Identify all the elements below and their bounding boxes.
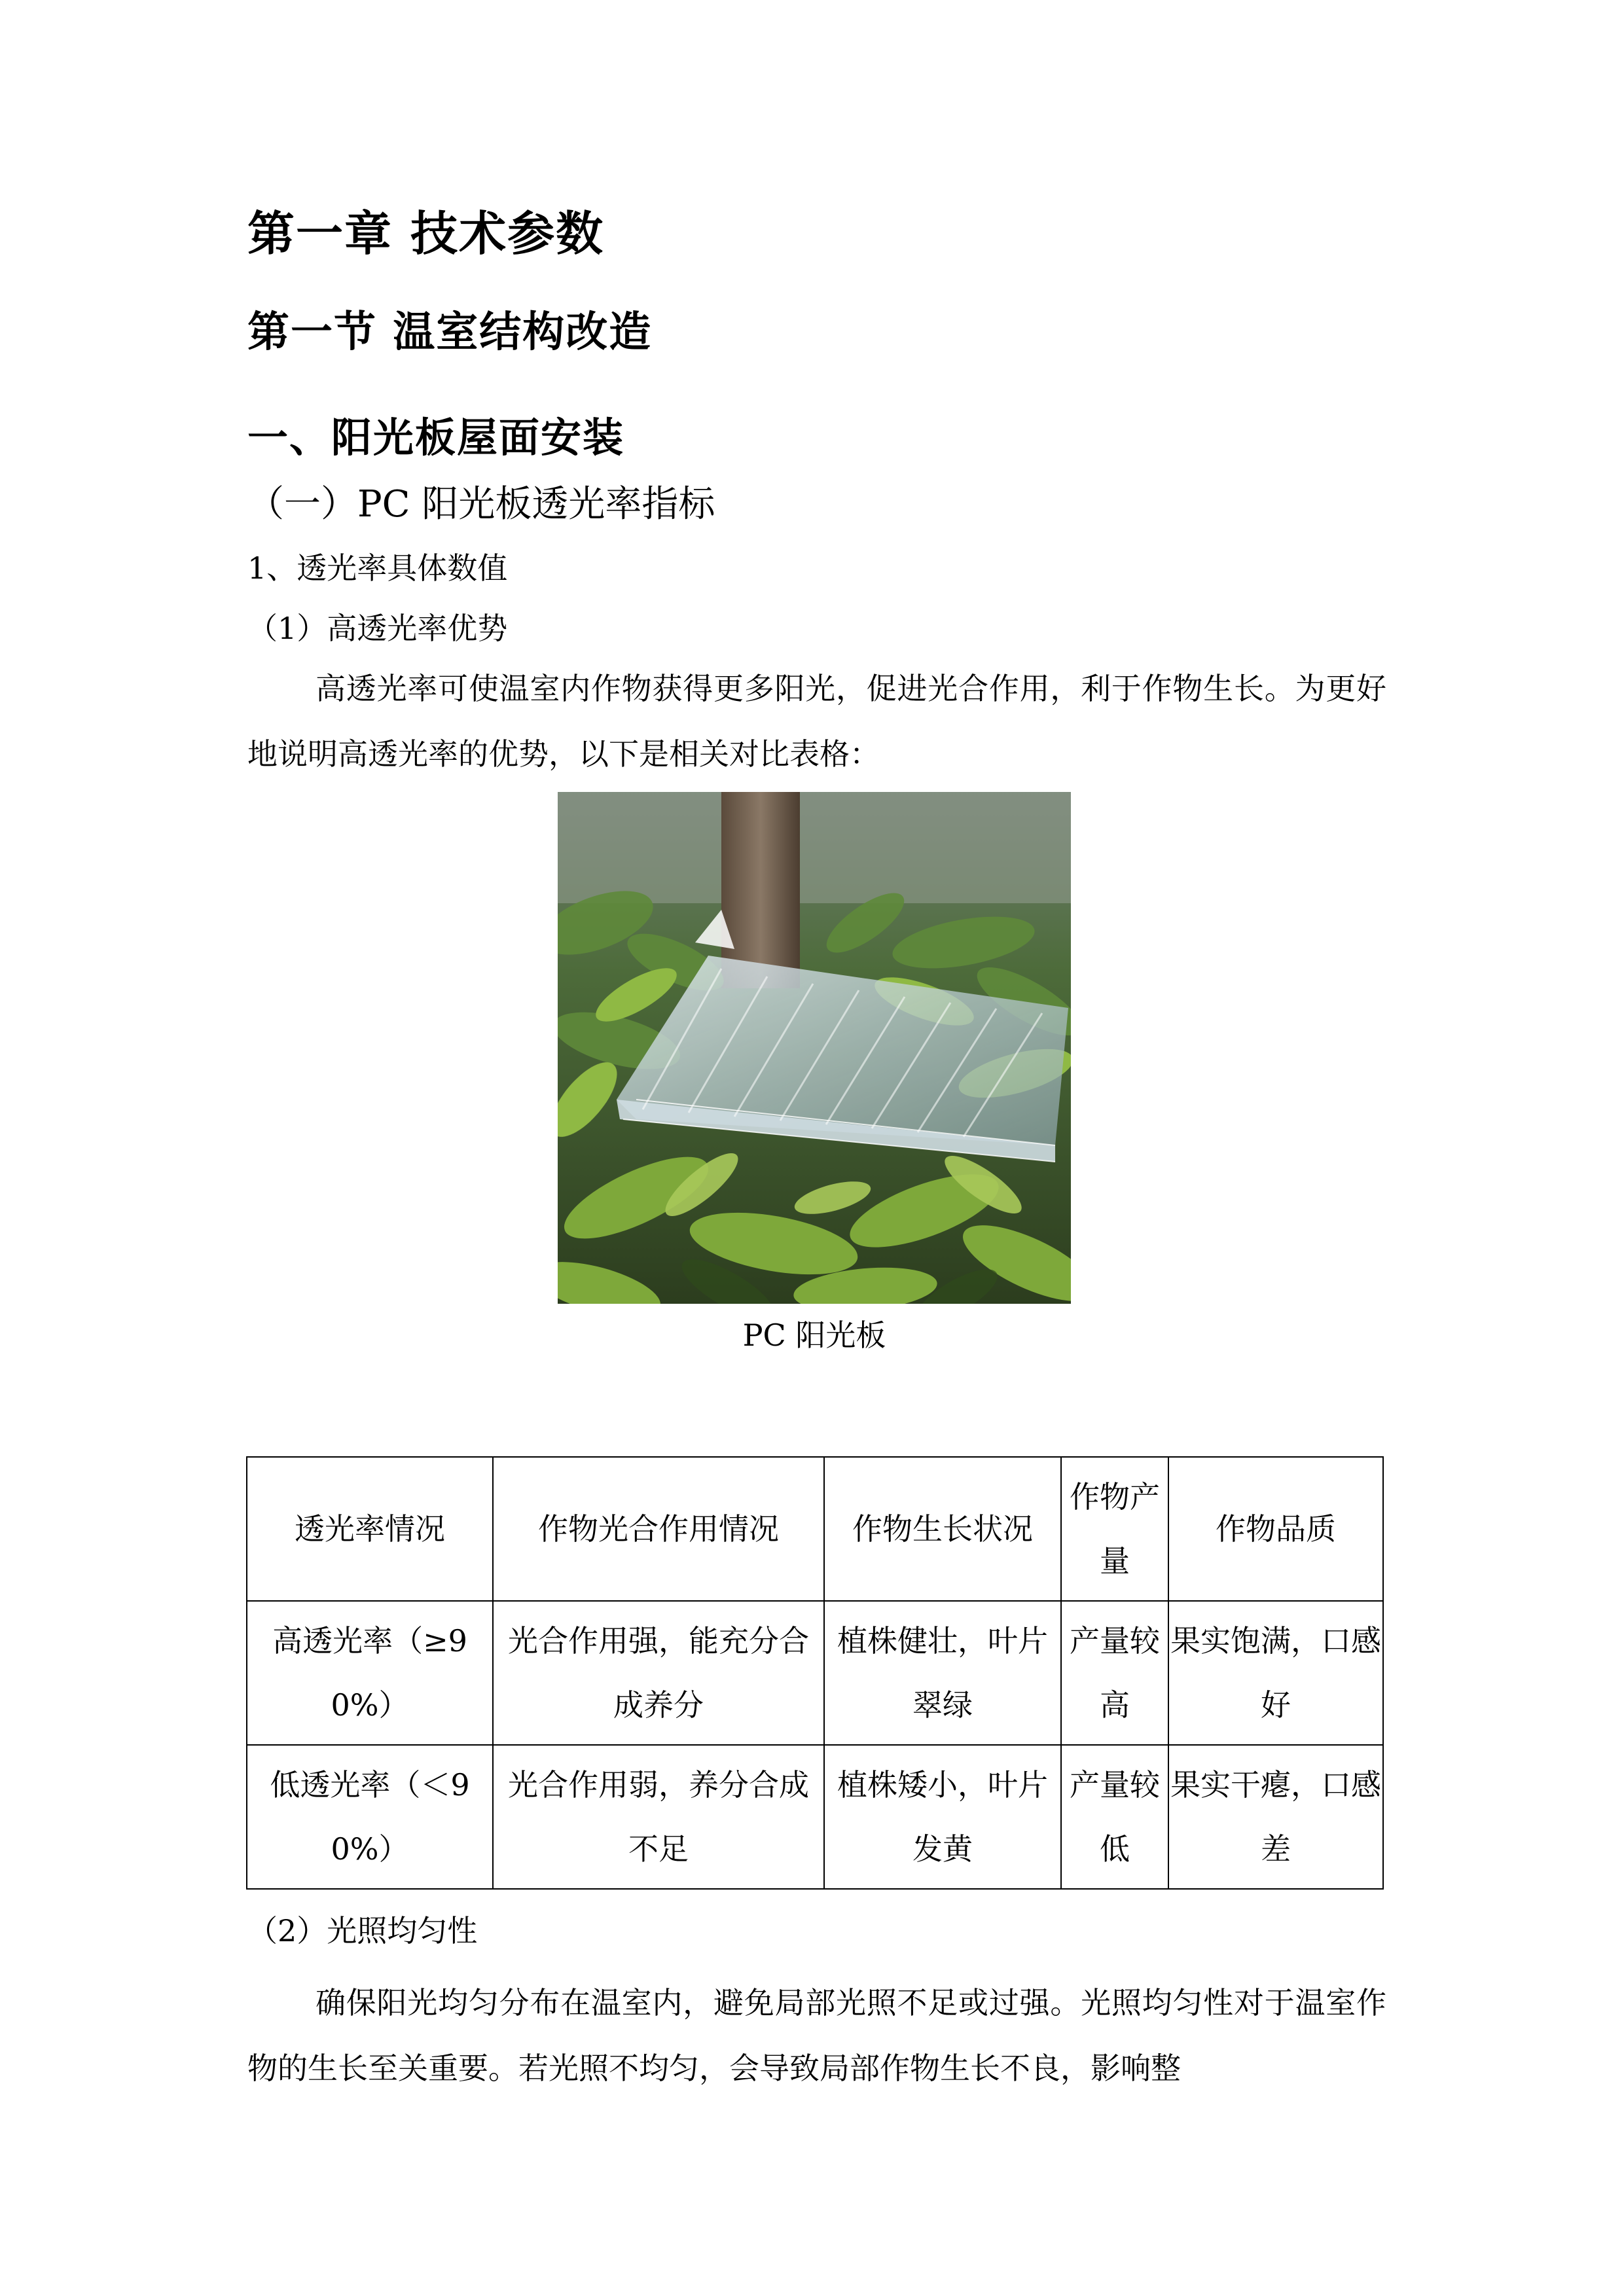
table-header-cell: 透光率情况 — [247, 1457, 493, 1601]
table-cell: 光合作用强，能充分合成养分 — [493, 1601, 824, 1745]
table-cell: 果实干瘪，口感差 — [1168, 1745, 1383, 1889]
paragraph-2: 确保阳光均匀分布在温室内，避免局部光照不足或过强。光照均匀性对于温室作物的生长至关重要。若光照不均匀，会导致局部作物生长不良，影响整 — [247, 1985, 1386, 2086]
table-header-cell: 作物产量 — [1061, 1457, 1168, 1601]
table-row — [247, 1745, 1383, 1889]
table-cell: 产量较高 — [1061, 1601, 1168, 1745]
table-row — [247, 1601, 1383, 1745]
pc-sunlight-panel-photo — [558, 792, 1071, 1304]
table-cell: 产量较低 — [1061, 1745, 1168, 1889]
topic-title: （一）PC 阳光板透光率指标 — [247, 483, 715, 526]
table-header-cell: 作物品质 — [1168, 1457, 1383, 1601]
section-title: 第一节 温室结构改造 — [247, 308, 653, 357]
point2-title: （2）光照均匀性 — [247, 1913, 478, 1948]
table-header-cell: 作物生长状况 — [824, 1457, 1061, 1601]
table-cell: 高透光率（≥90%） — [247, 1601, 493, 1745]
table-header-row — [247, 1457, 1383, 1601]
comparison-table — [246, 1456, 1384, 1890]
table-cell: 果实饱满，口感好 — [1168, 1601, 1383, 1745]
paragraph-1: 高透光率可使温室内作物获得更多阳光，促进光合作用，利于作物生长。为更好地说明高透光率的优势，以下是相关对比表格： — [247, 671, 1386, 772]
table-cell: 光合作用弱，养分合成不足 — [493, 1745, 824, 1889]
table-cell: 低透光率（＜90%） — [247, 1745, 493, 1889]
chapter-title: 第一章 技术参数 — [247, 206, 605, 261]
point1-title: （1）高透光率优势 — [247, 611, 508, 646]
table-cell: 植株矮小，叶片发黄 — [824, 1745, 1061, 1889]
table-header-cell: 作物光合作用情况 — [493, 1457, 824, 1601]
item-title: 1、透光率具体数值 — [247, 550, 508, 586]
figure-caption: PC 阳光板 — [742, 1318, 886, 1353]
table-cell: 植株健壮，叶片翠绿 — [824, 1601, 1061, 1745]
subsection-title: 一、阳光板屋面安装 — [247, 414, 625, 461]
